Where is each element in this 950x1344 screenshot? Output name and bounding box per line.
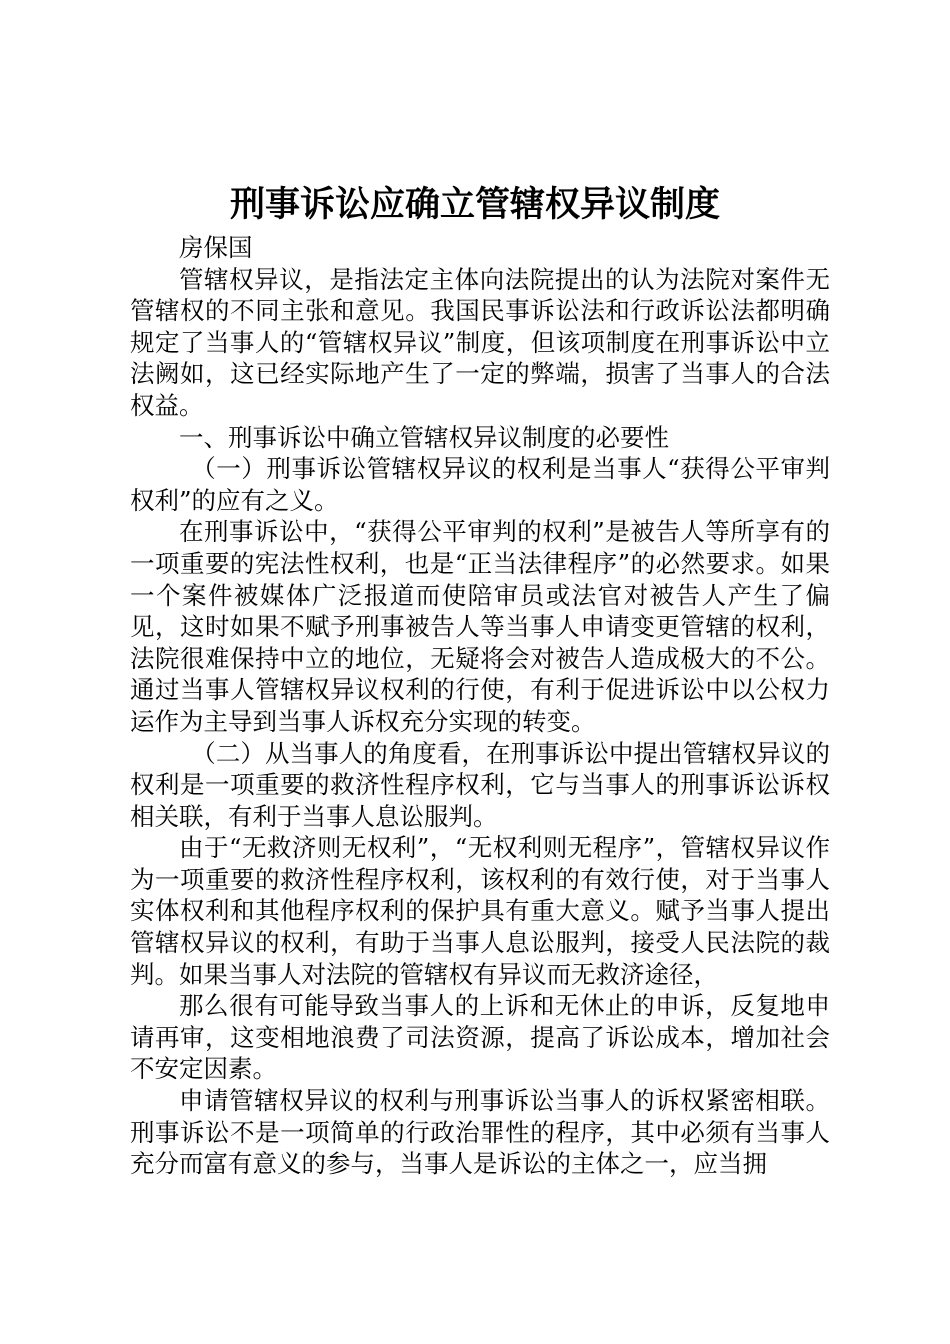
author-line: 房保国	[179, 233, 253, 262]
subsection-heading-2: （二）从当事人的角度看，在刑事诉讼中提出管辖权异议的权利是一项重要的救济性程序权利，它与当事人的刑事诉讼诉权相关联，有利于当事人息讼服判。	[130, 738, 830, 831]
paragraph-consequence: 那么很有可能导致当事人的上诉和无休止的申诉，反复地申请再审，这变相地浪费了司法资源，提高了诉讼成本，增加社会不安定因素。	[130, 991, 830, 1084]
paragraph-intro: 管辖权异议，是指法定主体向法院提出的认为法院对案件无管辖权的不同主张和意见。我国民事诉讼法和行政诉讼法都明确规定了当事人的“管辖权异议”制度，但该项制度在刑事诉讼中立法阙如，这已经实际地产生了一定的弊端，损害了当事人的合法权益。	[130, 264, 830, 420]
paragraph-litigation-right: 申请管辖权异议的权利与刑事诉讼当事人的诉权紧密相联。刑事诉讼不是一项简单的行政治罪性的程序，其中必须有当事人充分而富有意义的参与，当事人是诉讼的主体之一，应当拥	[130, 1086, 830, 1179]
paragraph-remedy: 由于“无救济则无权利”，“无权利则无程序”，管辖权异议作为一项重要的救济性程序权利，该权利的有效行使，对于当事人实体权利和其他程序权利的保护具有重大意义。赋予当事人提出管辖权异议的权利，有助于当事人息讼服判，接受人民法院的裁判。如果当事人对法院的管辖权有异议而无救济途径，	[130, 833, 830, 989]
document-body	[130, 232, 830, 1180]
paragraph-fair-trial: 在刑事诉讼中，“获得公平审判的权利”是被告人等所享有的一项重要的宪法性权利，也是“正当法律程序”的必然要求。如果一个案件被媒体广泛报道而使陪审员或法官对被告人产生了偏见，这时如果不赋予刑事被告人等当事人申请变更管辖的权利，法院很难保持中立的地位，无疑将会对被告人造成极大的不公。通过当事人管辖权异议权利的行使，有利于促进诉讼中以公权力运作为主导到当事人诉权充分实现的转变。	[130, 517, 830, 736]
document-title: 刑事诉讼应确立管辖权异议制度	[229, 184, 720, 225]
subsection-heading-1: （一）刑事诉讼管辖权异议的权利是当事人“获得公平审判权利”的应有之义。	[130, 454, 830, 515]
section-heading-1: 一、刑事诉讼中确立管辖权异议制度的必要性	[179, 422, 669, 452]
